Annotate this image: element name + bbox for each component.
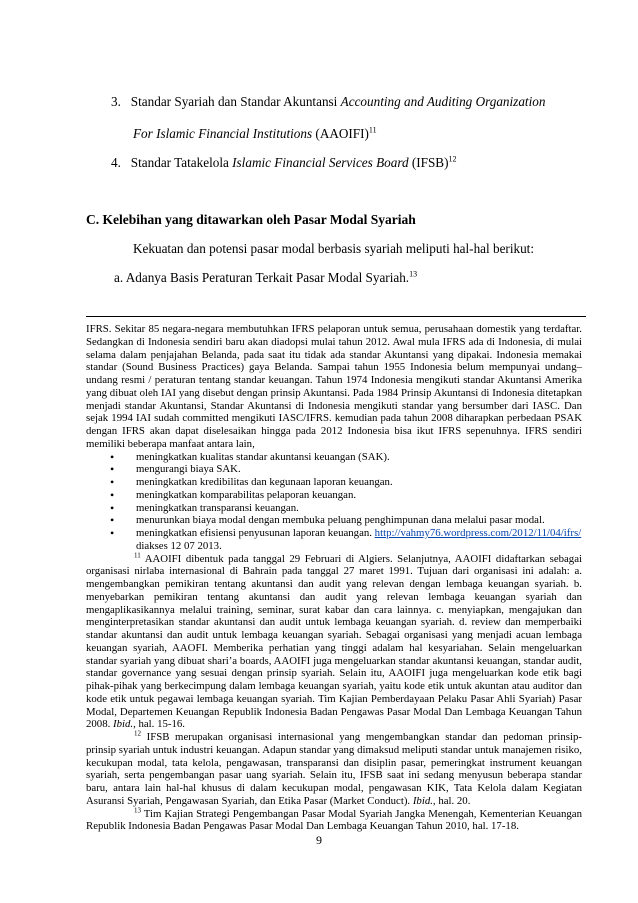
footnote-ref[interactable]: 12: [448, 154, 457, 164]
bullet-item: • meningkatkan transparansi keuangan.: [136, 502, 582, 515]
footnote-11: [86, 550, 582, 732]
section-intro: Kekuatan dan potensi pasar modal berbasis syariah meliputi hal-hal berikut:: [133, 241, 535, 256]
footnote-ibid: Ibid.: [113, 718, 134, 731]
bullet-item: • meningkatkan kualitas standar akuntansi keuangan (SAK).: [136, 451, 582, 464]
footnote-ref[interactable]: 13: [409, 269, 418, 279]
list-item-3-continued: [133, 126, 377, 142]
footnote-number: 12: [134, 729, 141, 738]
footnote-number: 11: [134, 550, 141, 559]
list-italic-text: Islamic Financial Services Board: [232, 155, 409, 170]
footnote-number: 13: [134, 805, 141, 814]
list-text: Standar Tatakelola: [130, 155, 233, 170]
list-italic-text: Accounting and Auditing Organization: [340, 94, 546, 109]
source-link[interactable]: http://vahmy76.wordpress.com/2012/11/04/ifrs/: [374, 527, 582, 539]
bullet-text: meningkatkan efisiensi penyusunan laporan keuangan.: [136, 527, 375, 539]
footnote-bullet-list: [86, 451, 582, 553]
list-italic-text: For Islamic Financial Institutions: [133, 126, 313, 141]
footnote-12: [86, 731, 582, 808]
sub-item-text: a. Adanya Basis Peraturan Terkait Pasar Modal Syariah.: [114, 270, 410, 285]
list-text: (AAOIFI): [312, 126, 369, 141]
footnote-text: Tim Kajian Strategi Pengembangan Pasar Modal Syariah Jangka Menengah, Kementerian Keuangan Republik Indonesia Badan Pengawas Pasar Modal Dan Lembaga Keuangan Tahun 2010, hal. 17-18.: [86, 807, 582, 833]
sub-item-a: [114, 270, 417, 286]
bullet-item: • meningkatkan komparabilitas pelaporan keuangan.: [136, 489, 582, 502]
list-item-3: [111, 94, 545, 110]
footnote-text: , hal. 15-16.: [133, 718, 185, 731]
footnote-text: AAOIFI dibentuk pada tanggal 29 Februari di Algiers. Selanjutnya, AAOIFI didaftarkan sebagai organisasi nirlaba internasional di Bahrain pada tanggal 27 maret 1991. Tujuan dari organisasi ini adalah: a. mengembangkan pemikiran tentang akuntansi dan audit yang relevan dengan lembaga keuangan syariah. b. menyebarkan pemikiran tentang akuntansi dan audit yang relevan lembaga keuangan syariah dan mengaplikasikannya melalui training, seminar, surat kabar dan cara lainnya. c. menyiapkan, mengajukan dan menginterpretasikan standar akuntansi dan audit untuk lembaga keuangan syariah. d. review dan memperbaiki standar akuntansi dan audit untuk lembaga keuangan syariah. Sebagai organisasi yang menjadi acuan lembaga keuangan syariah, AAOFI. Memberika perhatian yang tinggi adalam hal kesyariahan. Selain mengeluarkan standar syariah yang dibuat shari’a boards, AAOIFI juga mengeluarkan standar akuntansi keuangan, standar audit, standar governance yang sesuai dengan prinsip syariah. Selain itu, AAOIFI juga mengeluarkan kode etik bagi pihak-pihak yang berkecimpung dalam lembaga keuangan syariah, yaitu kode etik untuk akuntan atau auditor dan kode etik untuk pegawai lembaga keuangan syariah. Tim Kajian Pemberdayaan Pelaku Pasar Ahli Syariah) Pasar Modal, Departemen Keuangan Republik Indonesia Badan Pengawas Pasar Modal Dan Lembaga Keuangan Tahun 2008.: [86, 552, 582, 731]
accessed-date: diakses 12 07 2013.: [136, 539, 222, 552]
list-number: 4.: [111, 155, 121, 170]
list-text: (IFSB): [408, 155, 449, 170]
section-heading: C. Kelebihan yang ditawarkan oleh Pasar Modal Syariah: [86, 212, 416, 227]
footnote-13: [86, 805, 582, 834]
bullet-item: • menurunkan biaya modal dengan membuka peluang penghimpunan dana melalui pasar modal.: [136, 514, 582, 527]
bullet-item: • meningkatkan kredibilitas dan kegunaan laporan keuangan.: [136, 476, 582, 489]
page-number: 9: [316, 833, 322, 847]
footnote-ref[interactable]: 11: [368, 125, 377, 135]
footnote-ifrs-text: IFRS. Sekitar 85 negara-negara membutuhkan IFRS pelaporan untuk semua, perusahaan domestik yang terdaftar. Sedangkan di Indonesia sendiri baru akan diadopsi mulai tahun 2012. Awal mula IFRS ada di Indonesia, di mulai selama dalam penjajahan Belanda, pada saat itu tidak ada standar Akuntansi yang dipakai. Indonesia memakai standar (Sound Business Practices) gaya Belanda. Sampai tahun 1955 Indonesia belum mempunyai undang–undang resmi / peraturan tentang standar keuangan. Tahun 1974 Indonesia mengikuti standar Akuntansi Amerika yang dibuat oleh IAI yang disebut dengan prinsip Akuntansi. Pada 1984 Prinsip Akuntansi di Indonesia ditetapkan menjadi standar Akuntansi, Standar Akuntansi di Indonesia mengikuti standar yang bersumber dari IASC. Dan sejak 1994 IAI sudah committed mengikuti IASC/IFRS. kemudian pada tahun 2008 diharapkan perbedaan PSAK dengan IFRS akan dapat diselesaikan hingga pada 2012 Indonesia bisa ikut IFRS sepenuhnya. IFRS sendiri memiliki beberapa manfaat antara lain,: [86, 323, 582, 450]
bullet-item-with-link: [136, 527, 582, 553]
list-number: 3.: [111, 94, 121, 109]
list-item-4: [111, 155, 457, 171]
list-text: Standar Syariah dan Standar Akuntansi: [130, 94, 341, 109]
footnote-text: , hal. 20.: [432, 794, 471, 807]
footnotes-area: [86, 323, 582, 833]
footnote-text: IFSB merupakan organisasi internasional yang mengembangkan standar dan pedoman prinsip-prinsip syariah untuk industri keuangan. Adapun standar yang dimaksud meliputi standar untuk manajemen risiko, kecukupan modal, tata kelola, pengawasan, transparansi dan disiplin pasar, pemeringkat instrument keuangan syariah, serta pengembangan pasar uang syariah. Selain itu, IFSB saat ini sedang menyusun beberapa standar baru, antara lain hal-hal khusus di dalam kecukupan modal, pengawasan KIK, Tata Kelola dalam Kegiatan Asuransi Syariah, Pengawasan Syariah, dan Etika Pasar (Market Conduct).: [86, 731, 582, 807]
footnote-ibid: Ibid.: [412, 794, 433, 807]
footnote-divider: [86, 316, 586, 317]
bullet-item: • mengurangi biaya SAK.: [136, 463, 582, 476]
